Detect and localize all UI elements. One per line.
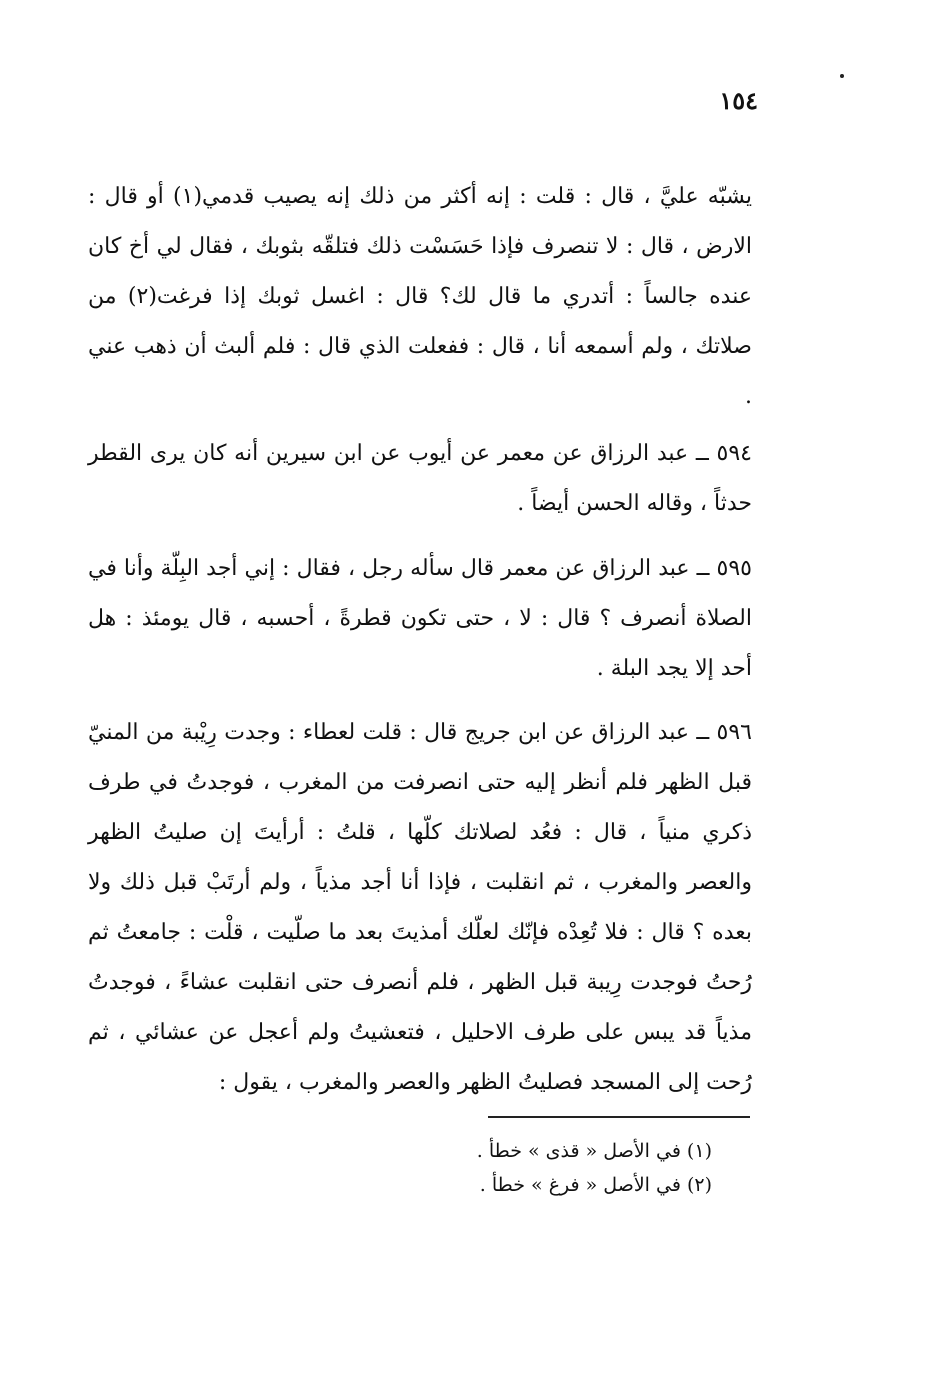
footnotes <box>300 1134 712 1202</box>
paragraph-596: ٥٩٦ ــ عبد الرزاق عن ابن جريج قال : قلت لعطاء : وجدت رِيْبة من المنيّ قبل الظهر فلم أنظر إليه حتى انصرفت من المغرب ، فوجدتُ في طرف ذكري منياً ، قال : فعُد لصلاتك كلّها ، قلتُ : أرأيتَ إن صليتُ الظهر والعصر والمغرب ، ثم انقلبت ، فإذا أنا أجد مذياً ، ولم أرتَبْ قبل ذلك ولا بعده ؟ قال : فلا تُعِدْه فإنّك لعلّك أمذيتَ بعد ما صلّيت ، قلْت : جامعتُ ثم رُحتُ فوجدت رِيبة قبل الظهر ، فلم أنصرف حتى انقلبت عشاءً ، فوجدتُ مذياً قد يبس على طرف الاحليل ، فتعشيتُ ولم أعجل عن عشائي ، ثم رُحت إلى المسجد فصليتُ الظهر والعصر والمغرب ، يقول : <box>88 720 752 1095</box>
paragraph-595: ٥٩٥ ــ عبد الرزاق عن معمر قال سأله رجل ، فقال : إني أجد البِلّة وأنا في الصلاة أنصرف ؟ قال : لا ، حتى تكون قطرةً ، أحسبه ، قال يومئذ : هل أحد إلا يجد البلة . <box>88 556 752 681</box>
footnote-divider <box>488 1116 750 1118</box>
footnote-1: (١) في الأصل « قذى » خطأ . <box>476 1140 712 1162</box>
footnote-2: (٢) في الأصل « فرغ » خطأ . <box>479 1174 712 1196</box>
paragraph-594: ٥٩٤ ــ عبد الرزاق عن معمر عن أيوب عن ابن سيرين أنه كان يرى القطر حدثاً ، وقاله الحسن أيضاً . <box>88 441 752 516</box>
paragraph-continued: يشبّه عليَّ ، قال : قلت : إنه أكثر من ذلك إنه يصيب قدمي(١) أو قال : الارض ، قال : لا تنصرف فإذا حَسَسْت ذلك فتلقّه بثوبك ، فقال لي أخ كان عنده جالساً : أتدري ما قال لك؟ قال : اغسل ثوبك إذا فرغت(٢) من صلاتك ، ولم أسمعه أنا ، قال : ففعلت الذي قال : فلم ألبث أن ذهب عني . <box>88 184 752 409</box>
page-number: ١٥٤ <box>719 86 758 115</box>
ink-speck <box>840 74 844 78</box>
